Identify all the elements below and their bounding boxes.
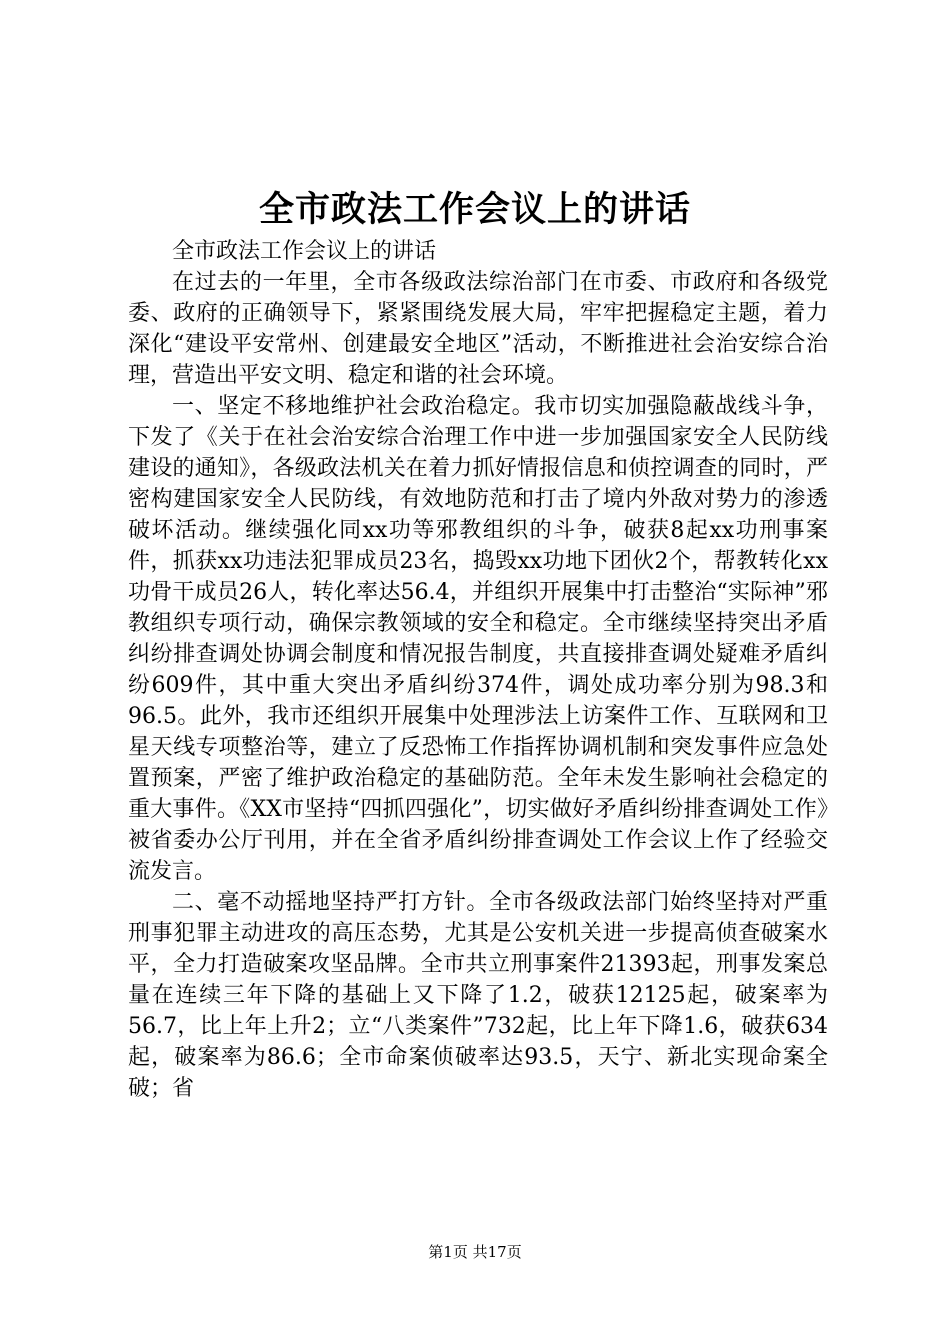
document-body xyxy=(128,236,828,1104)
document-title: 全市政法工作会议上的讲话 xyxy=(258,189,691,230)
page-footer: 第1页 共17页 xyxy=(428,1243,522,1261)
section-two-paragraph: 二、毫不动摇地坚持严打方针。全市各级政法部门始终坚持对严重刑事犯罪主动进攻的高压态势，尤其是公安机关进一步提高侦查破案水平，全力打造破案攻坚品牌。全市共立刑事案件21393起，刑事发案总量在连续三年下降的基础上又下降了1.2，破获12125起，破案率为56.7，比上年上升2；立“八类案件”732起，比上年下降1.6，破获634起，破案率为86.6；全市命案侦破率达93.5，天宁、新北实现命案全破；省 xyxy=(128,890,828,1101)
section-one-paragraph: 一、坚定不移地维护社会政治稳定。我市切实加强隐蔽战线斗争，下发了《关于在社会治安综合治理工作中进一步加强国家安全人民防线建设的通知》，各级政法机关在着力抓好情报信息和侦控调查的同时，严密构建国家安全人民防线，有效地防范和打击了境内外敌对势力的渗透破坏活动。继续强化同xx功等邪教组织的斗争，破获8起xx功刑事案件，抓获xx功违法犯罪成员23名，捣毁xx功地下团伙2个，帮教转化xx功骨干成员26人，转化率达56.4，并组织开展集中打击整治“实际神”邪教组织专项行动，确保宗教领域的安全和稳定。全市继续坚持突出矛盾纠纷排查调处协调会制度和情况报告制度，共直接排查调处疑难矛盾纠纷609件，其中重大突出矛盾纠纷374件，调处成功率分别为98.3和96.5。此外，我市还组织开展集中处理涉法上访案件工作、互联网和卫星天线专项整治等，建立了反恐怖工作指挥协调机制和突发事件应急处置预案，严密了维护政治稳定的基础防范。全年未发生影响社会稳定的重大事件。《XX市坚持“四抓四强化”，切实做好矛盾纠纷排查调处工作》被省委办公厅刊用，并在全省矛盾纠纷排查调处工作会议上作了经验交流发言。 xyxy=(128,394,828,884)
subtitle-paragraph: 全市政法工作会议上的讲话 xyxy=(172,239,437,264)
intro-paragraph: 在过去的一年里，全市各级政法综治部门在市委、市政府和各级党委、政府的正确领导下，紧紧围绕发展大局，牢牢把握稳定主题，着力深化“建设平安常州、创建最安全地区”活动，不断推进社会治安综合治理，营造出平安文明、稳定和谐的社会环境。 xyxy=(128,270,828,388)
